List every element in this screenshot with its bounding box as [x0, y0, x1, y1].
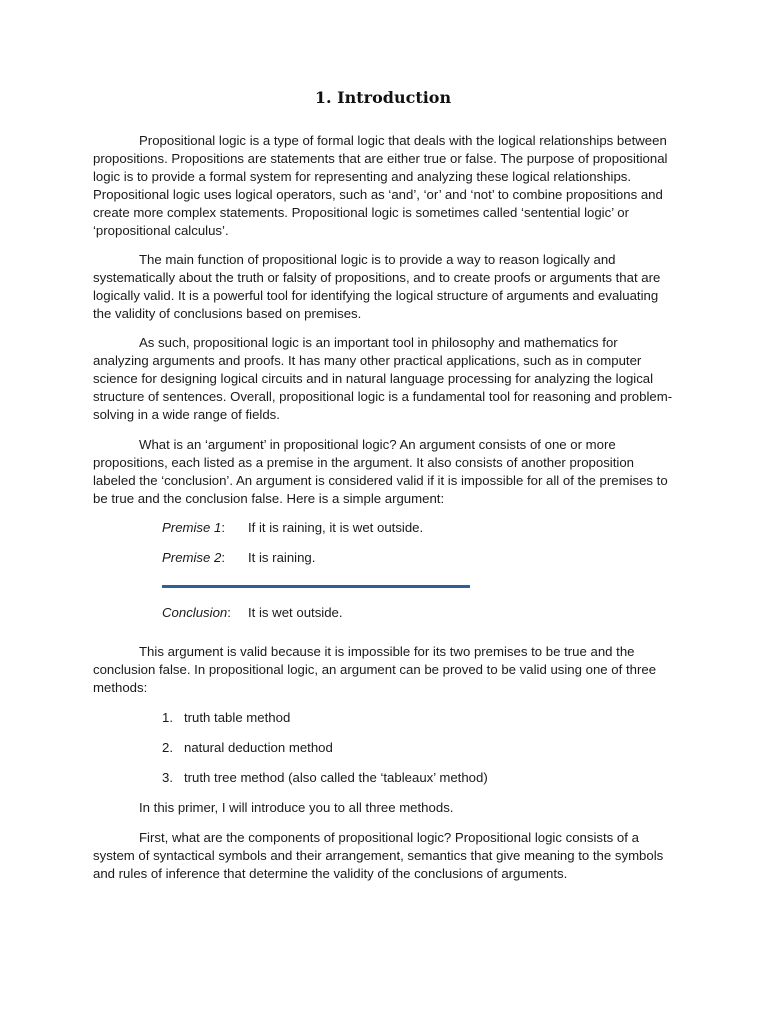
list-item-text: truth tree method (also called the ‘tableaux’ method) [184, 770, 488, 785]
conclusion-line [162, 604, 343, 622]
paragraph-2: The main function of propositional logic is to provide a way to reason logically and systematically about the truth or falsity of propositions, and to create proofs or arguments that are logically valid. It is a powerful tool for identifying the logical structure of arguments and evaluating the validity of conclusions based on premises. [93, 252, 661, 321]
primer-line: In this primer, I will introduce you to all three methods. [139, 800, 454, 815]
paragraph-1: Propositional logic is a type of formal logic that deals with the logical relationships between propositions. Propositions are statements that are either true or false. The purpose of propositional logic is to provide a formal system for representing and analyzing these logical relationships. Propositional logic uses logical operators, such as ‘and’, ‘or’ and ‘not’ to combine propositions and create more complex statements. Propositional logic is sometimes called ‘sentential logic’ or ‘propositional calculus’. [93, 133, 668, 238]
list-item-number: 2. [162, 740, 173, 755]
paragraph-3: As such, propositional logic is an important tool in philosophy and mathematics for analyzing arguments and proofs. It has many other practical applications, such as in computer science for designing logical circuits and in natural language processing for analyzing the logical structure of sentences. Overall, propositional logic is a fundamental tool for reasoning and problem-solving in a wide range of fields. [93, 335, 673, 422]
premise-1-line [162, 519, 423, 537]
paragraph-4: What is an ‘argument’ in propositional logic? An argument consists of one or more propositions, each listed as a premise in the argument. It also consists of another proposition labeled the ‘conclusion’. An argument is considered valid if it is impossible for all of the premises to be true and the conclusion false. Here is a simple argument: [93, 437, 668, 506]
conclusion-label: Conclusion: [162, 605, 231, 620]
premise-1-text: If it is raining, it is wet outside. [248, 520, 424, 535]
premise-2-text: It is raining. [248, 550, 316, 565]
premise-2-label: Premise 2: [162, 550, 226, 565]
list-item [162, 709, 290, 727]
list-item-number: 1. [162, 710, 173, 725]
paragraph-final: First, what are the components of propositional logic? Propositional logic consists of a system of syntactical symbols and their arrangement, semantics that give meaning to the symbols and rules of inference that determine the validity of the conclusions of arguments. [93, 830, 664, 881]
list-item-text: natural deduction method [184, 740, 333, 755]
premise-1-label: Premise 1: [162, 520, 226, 535]
document-page [93, 0, 673, 1024]
premise-2-line [162, 549, 315, 567]
paragraph-after-argument: This argument is valid because it is impossible for its two premises to be true and the conclusion false. In propositional logic, an argument can be proved to be valid using one of three methods: [93, 644, 657, 695]
page-title: 1. Introduction [314, 88, 452, 107]
list-item [162, 739, 333, 757]
list-item-number: 3. [162, 770, 173, 785]
list-item [162, 769, 488, 787]
conclusion-text: It is wet outside. [248, 605, 343, 620]
list-item-text: truth table method [184, 710, 291, 725]
argument-divider [162, 585, 470, 588]
